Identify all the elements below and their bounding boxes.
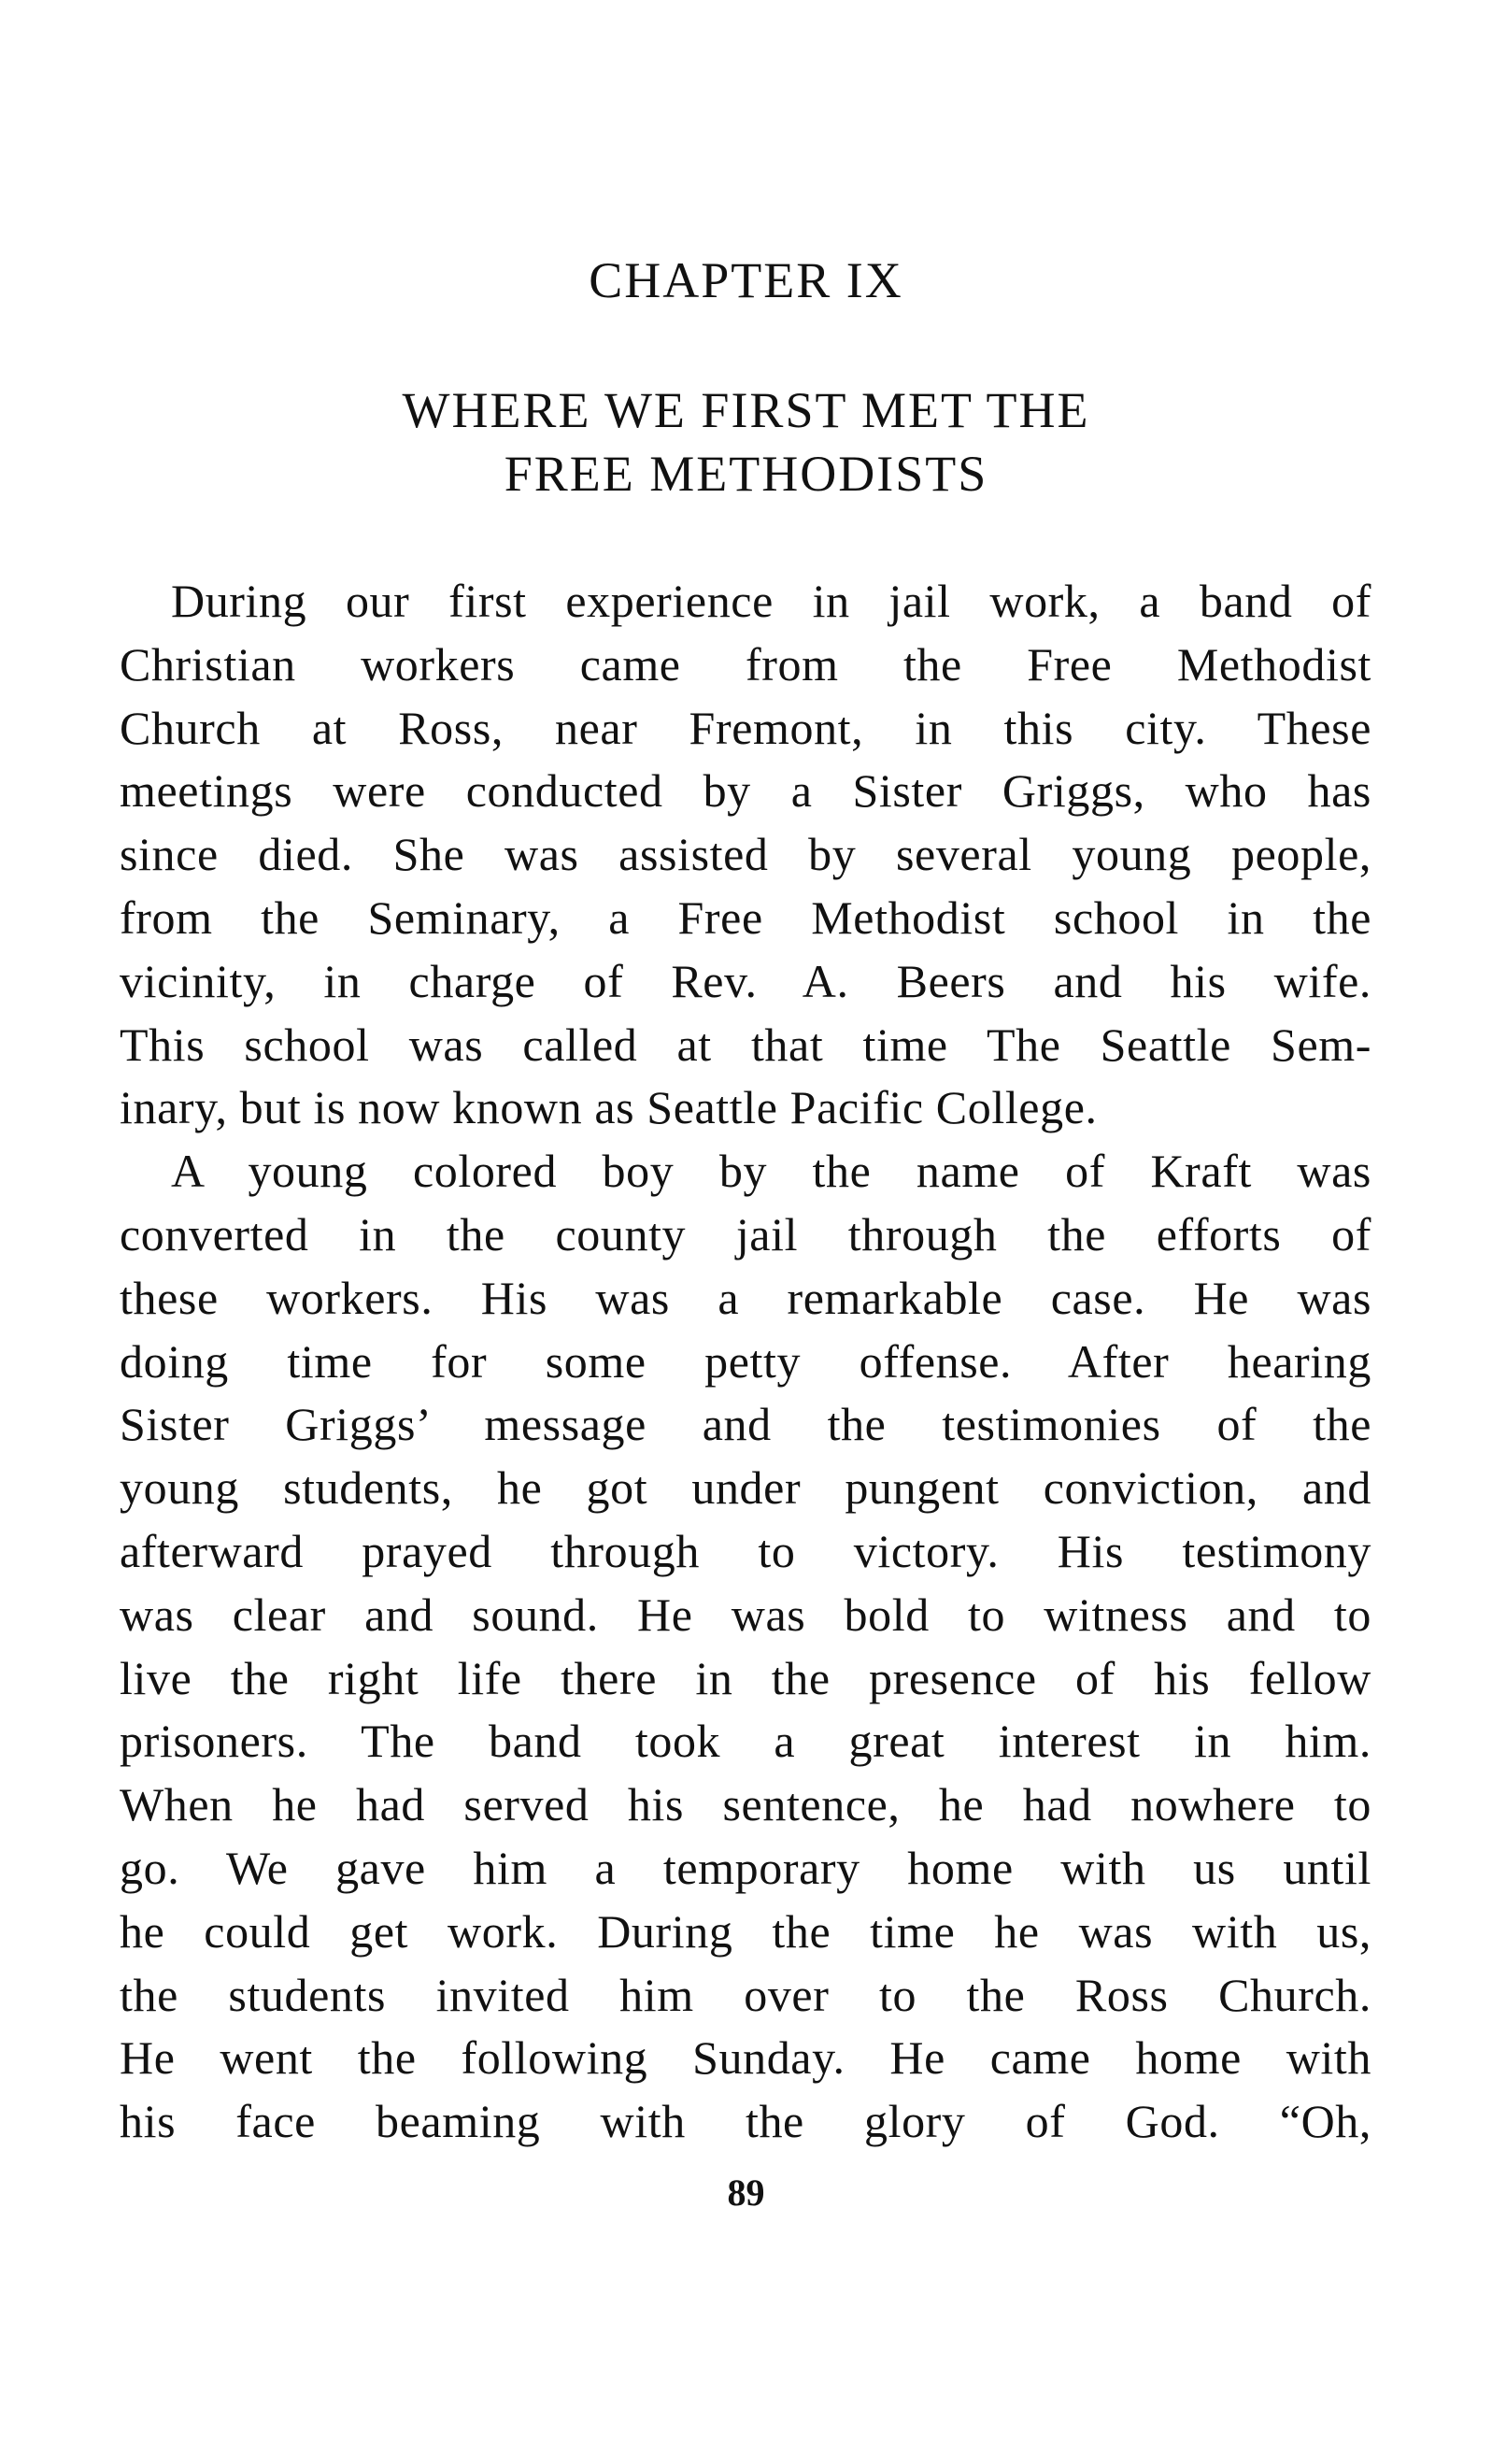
text-line: A young colored boy by the name of Kraft was — [171, 1145, 1371, 1198]
text-line: When he had served his sentence, he had nowhere to — [120, 1778, 1371, 1831]
text-line: During our first experience in jail work, a band of — [171, 575, 1371, 627]
text-line: This school was called at that time The Seattle Sem- — [120, 1018, 1371, 1071]
text-line: these workers. His was a remarkable case. He was — [120, 1271, 1371, 1324]
text-line: he could get work. During the time he was with us, — [120, 1904, 1371, 1958]
text-line: afterward prayed through to victory. His testimony — [120, 1524, 1371, 1577]
text-line: prisoners. The band took a great interest in him. — [120, 1715, 1371, 1768]
text-line: Christian workers came from the Free Methodist — [120, 637, 1371, 691]
chapter-title-line: WHERE WE FIRST MET THE — [402, 382, 1090, 438]
text-line: his face beaming with the glory of God. “Oh, — [120, 2095, 1371, 2148]
text-line: converted in the county jail through the efforts of — [120, 1207, 1371, 1260]
text-line: vicinity, in charge of Rev. A. Beers and his wife. — [120, 954, 1371, 1007]
chapter-title — [0, 378, 1492, 506]
chapter-title-line: FREE METHODISTS — [504, 446, 988, 502]
chapter-heading: CHAPTER IX — [589, 252, 903, 308]
text-line: since died. She was assisted by several young people, — [120, 828, 1371, 881]
text-line: young students, he got under pungent conviction, and — [120, 1461, 1371, 1515]
text-line: Church at Ross, near Fremont, in this city. These — [120, 701, 1371, 754]
text-line: inary, but is now known as Seattle Pacific College. — [120, 1081, 1098, 1134]
text-line: was clear and sound. He was bold to witness and to — [120, 1588, 1371, 1641]
text-line: doing time for some petty offense. After hearing — [120, 1334, 1371, 1388]
body-text — [120, 570, 1371, 2154]
text-line: Sister Griggs’ message and the testimonies of the — [120, 1398, 1371, 1451]
text-line: the students invited him over to the Ross Church. — [120, 1968, 1371, 2021]
text-line: He went the following Sunday. He came home with — [120, 2031, 1371, 2085]
text-line: go. We gave him a temporary home with us until — [120, 1841, 1371, 1894]
text-line: live the right life there in the presence of his fellow — [120, 1651, 1371, 1704]
page-number: 89 — [727, 2172, 765, 2214]
text-line: from the Seminary, a Free Methodist school in the — [120, 890, 1371, 944]
text-line: meetings were conducted by a Sister Griggs, who has — [120, 764, 1371, 818]
